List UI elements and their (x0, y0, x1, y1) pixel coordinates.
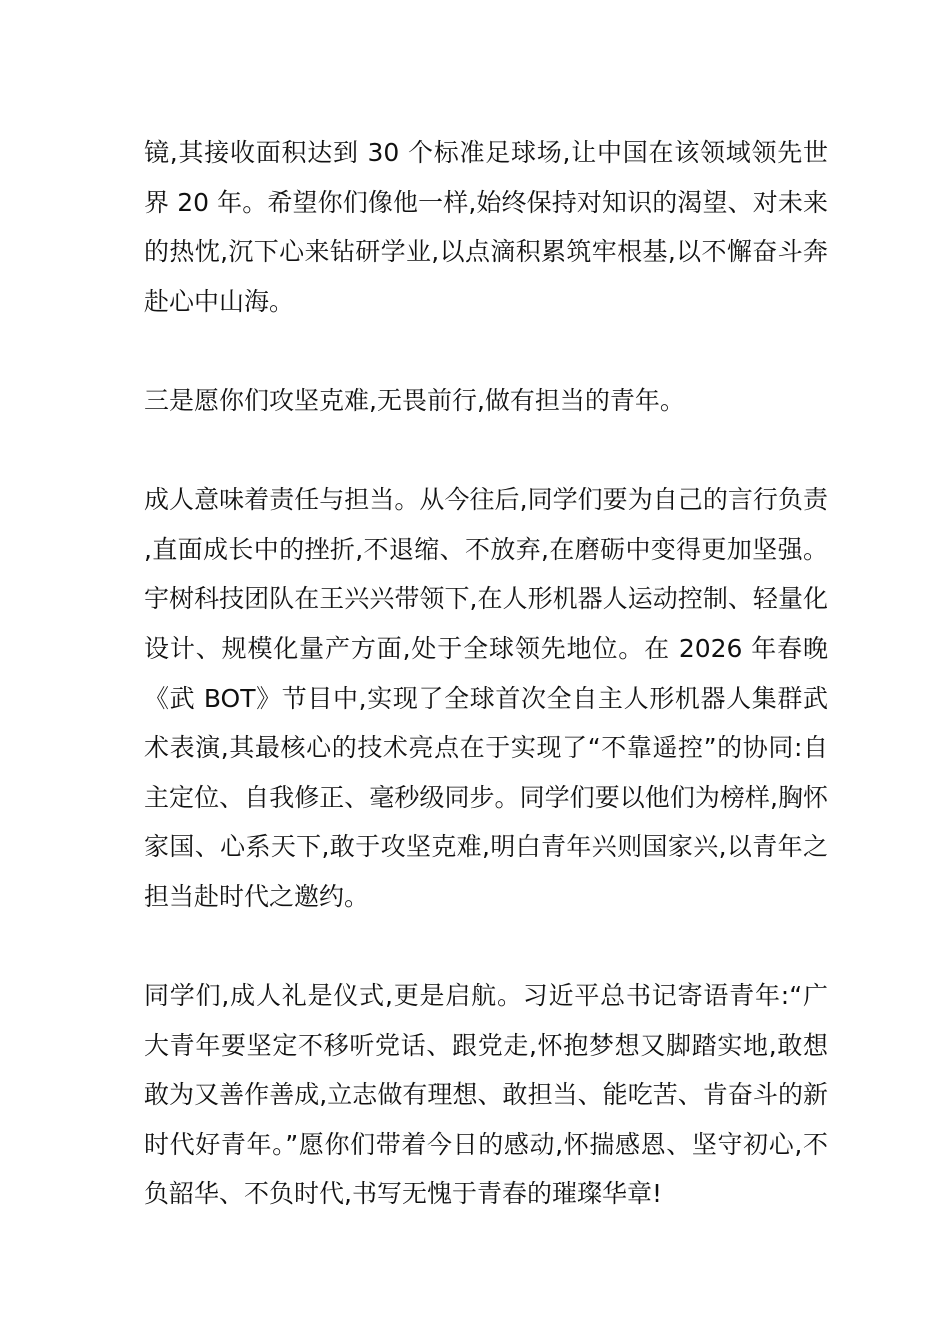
paragraph-4: 同学们,成人礼是仪式,更是启航。习近平总书记寄语青年:“广大青年要坚定不移听党话、跟党走,怀抱梦想又脚踏实地,敢想敢为又善作善成,立志做有理想、敢担当、能吃苦、肯奋斗的新时代好青年。”愿你们带着今日的感动,怀揣感恩、坚守初心,不负韶华、不负时代,书写无愧于青春的璀璨华章! (144, 981, 828, 1209)
paragraph-1: 镜,其接收面积达到 30 个标准足球场,让中国在该领域领先世界 20 年。希望你们像他一样,始终保持对知识的渴望、对未来的热忱,沉下心来钻研学业,以点滴积累筑牢根基,以不懈奋斗奔赴心中山海。 (144, 138, 828, 316)
paragraph-2: 三是愿你们攻坚克难,无畏前行,做有担当的青年。 (144, 385, 685, 415)
document-body (144, 128, 828, 1219)
paragraph-3: 成人意味着责任与担当。从今往后,同学们要为自己的言行负责,直面成长中的挫折,不退缩、不放弃,在磨砺中变得更加坚强。宇树科技团队在王兴兴带领下,在人形机器人运动控制、轻量化设计、规模化量产方面,处于全球领先地位。在 2026 年春晚《武 BOT》节目中,实现了全球首次全自主人形机器人集群武术表演,其最核心的技术亮点在于实现了“不靠遥控”的协同:自主定位、自我修正、毫秒级同步。同学们要以他们为榜样,胸怀家国、心系天下,敢于攻坚克难,明白青年兴则国家兴,以青年之担当赴时代之邀约。 (144, 485, 828, 911)
